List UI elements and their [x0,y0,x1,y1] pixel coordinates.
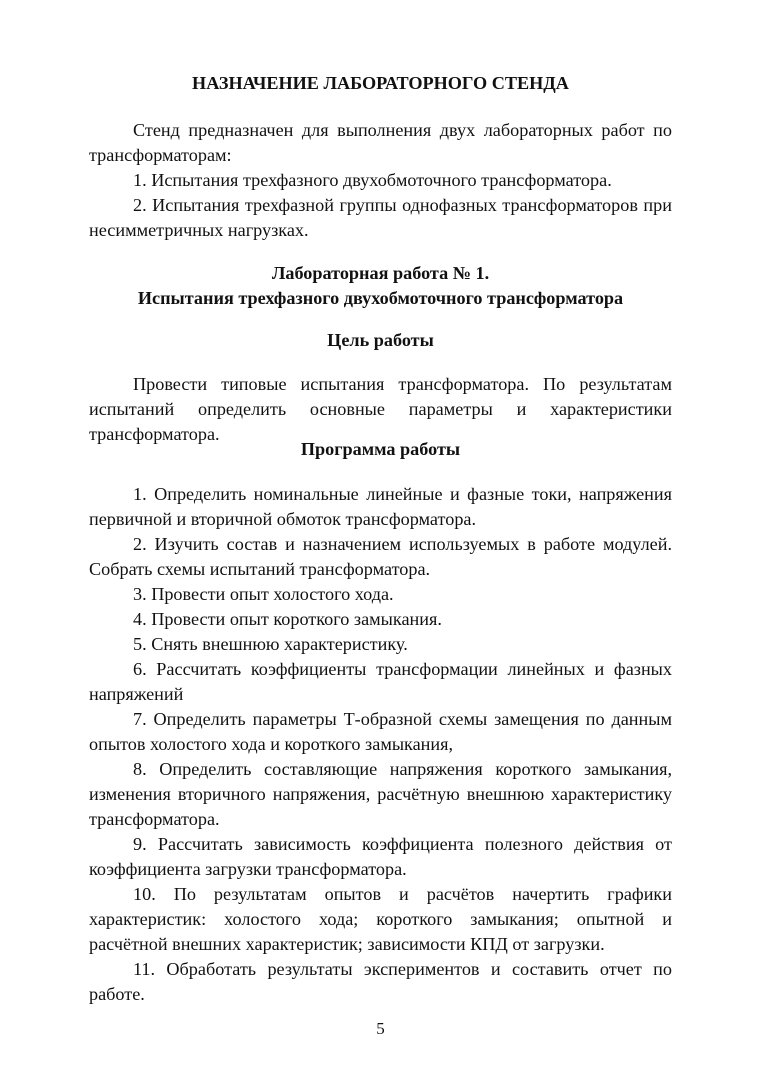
goal-paragraph: Провести типовые испытания трансформатора. По результатам испытаний определить основные параметры и характеристики трансформатора. [89,374,672,444]
intro-paragraph: Стенд предназначен для выполнения двух лабораторных работ по трансформаторам: [89,120,672,165]
program-item-6: 6. Рассчитать коэффициенты трансформации линейных и фазных напряжений [89,659,672,704]
program-item-5: 5. Снять внешнюю характеристику. [133,634,408,654]
page-number: 5 [376,1019,385,1038]
program-heading: Программа работы [300,439,461,459]
program-item-9: 9. Рассчитать зависимость коэффициента полезного действия от коэффициента загрузки трансформатора. [89,834,672,879]
goal-heading: Цель работы [327,330,434,350]
lab-title-line-1: Лабораторная работа № 1. [271,263,490,283]
lab-title-line-2: Испытания трехфазного двухобмоточного трансформатора [137,288,624,308]
program-item-11: 11. Обработать результаты экспериментов и составить отчет по работе. [89,959,672,1004]
page-title: НАЗНАЧЕНИЕ ЛАБОРАТОРНОГО СТЕНДА [192,73,569,93]
program-item-4: 4. Провести опыт короткого замыкания. [133,609,442,629]
document-page [89,0,672,1080]
program-item-3: 3. Провести опыт холостого хода. [133,584,394,604]
intro-item-2: 2. Испытания трехфазной группы однофазных трансформаторов при несимметричных нагрузках. [89,195,672,240]
program-item-2: 2. Изучить состав и назначением используемых в работе модулей. Собрать схемы испытаний трансформатора. [89,534,672,579]
program-list [89,482,672,1007]
program-item-7: 7. Определить параметры Т-образной схемы замещения по данным опытов холостого хода и короткого замыкания, [89,709,672,754]
program-item-1: 1. Определить номинальные линейные и фазные токи, напряжения первичной и вторичной обмоток трансформатора. [89,484,672,529]
intro-item-1: 1. Испытания трехфазного двухобмоточного трансформатора. [133,170,612,190]
program-item-10: 10. По результатам опытов и расчётов начертить графики характеристик: холостого хода; короткого замыкания; опытной и расчётной внешних характеристик; зависимости КПД от загрузки. [89,884,672,954]
intro-section [89,118,672,243]
lab-heading [89,261,672,311]
program-item-8: 8. Определить составляющие напряжения короткого замыкания, изменения вторичного напряжения, расчётную внешнюю характеристику трансформатора. [89,759,672,829]
